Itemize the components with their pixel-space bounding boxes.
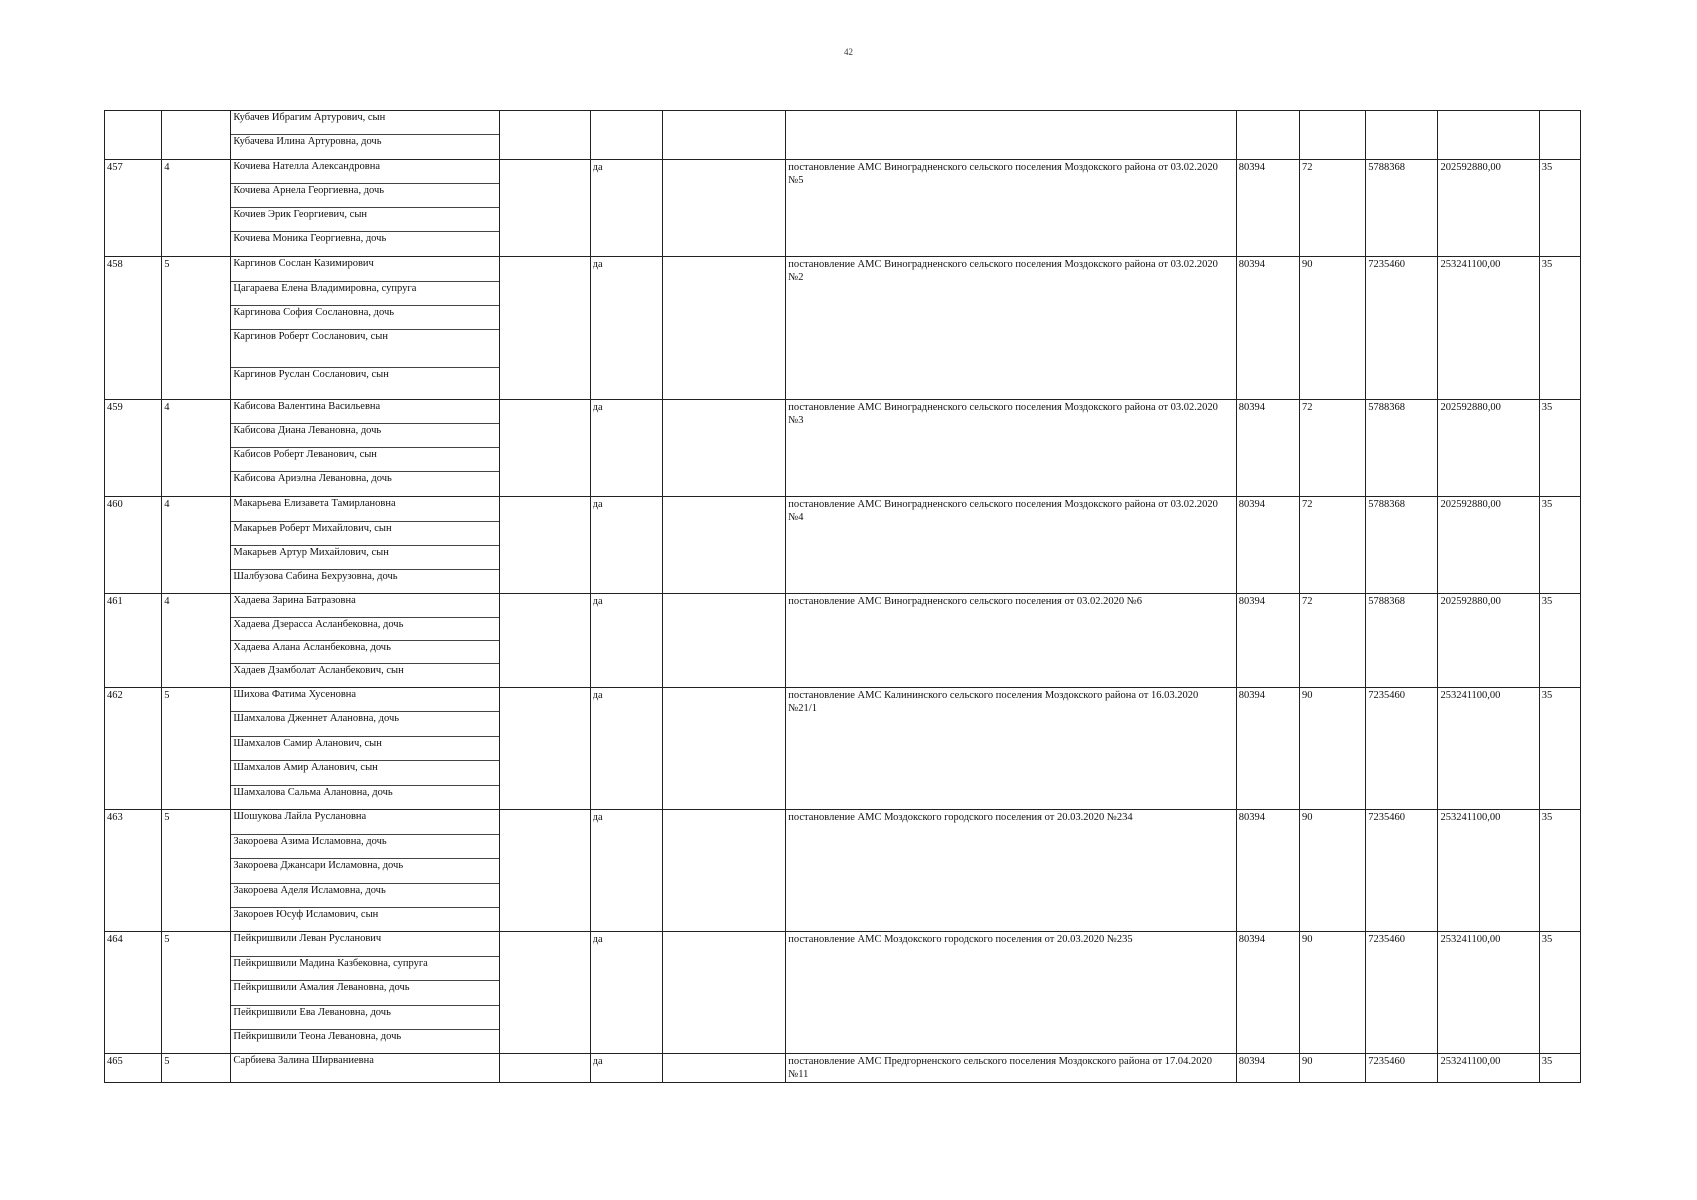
value-3-cell — [1366, 1054, 1438, 1083]
member-name-cell-text: Каргинов Руслан Сосланович, сын — [233, 369, 389, 380]
member-name-cell-text: Каргинова София Сослановна, дочь — [233, 307, 395, 318]
member-name-cell-text: Кочиев Эрик Георгиевич, сын — [233, 209, 368, 220]
amount-cell — [1438, 497, 1539, 594]
flag-cell — [590, 257, 662, 400]
member-count-cell-text: 5 — [164, 934, 170, 945]
document-cell — [786, 160, 1237, 257]
member-name-cell — [231, 546, 500, 570]
gap-cell — [500, 111, 590, 160]
member-name-cell-text: Каргинов Роберт Сосланович, сын — [233, 331, 388, 342]
flag-cell-text: да — [592, 690, 603, 701]
table-row — [105, 400, 1581, 424]
row-number-cell-text: 461 — [107, 596, 123, 607]
member-name-cell-text: Шамхалова Сальма Алановна, дочь — [233, 787, 393, 798]
member-count-cell-text: 5 — [164, 1056, 170, 1067]
table-row — [105, 497, 1581, 522]
member-name-cell — [231, 737, 500, 761]
value-3-cell — [1366, 932, 1438, 1054]
member-name-cell-text: Макарьев Роберт Михайлович, сын — [233, 523, 392, 534]
value-2-cell-text: 72 — [1301, 499, 1313, 510]
row-number-cell-text: 460 — [107, 499, 123, 510]
value-1-cell — [1236, 257, 1299, 400]
value-2-cell — [1299, 688, 1365, 810]
member-name-cell — [231, 306, 500, 330]
document-cell — [786, 932, 1237, 1054]
value-3-cell — [1366, 810, 1438, 932]
empty-cell — [662, 1054, 785, 1083]
empty-cell — [662, 111, 785, 160]
value-5-cell-text: 35 — [1541, 934, 1553, 945]
amount-cell — [1438, 257, 1539, 400]
value-2-cell-text: 90 — [1301, 1056, 1313, 1067]
member-name-cell — [231, 208, 500, 232]
value-5-cell-text: 35 — [1541, 1056, 1553, 1067]
row-number-cell-text: 464 — [107, 934, 123, 945]
flag-cell-text: да — [592, 402, 603, 413]
document-cell — [786, 594, 1237, 688]
value-1-cell — [1236, 111, 1299, 160]
empty-cell — [662, 810, 785, 932]
table-row — [105, 160, 1581, 184]
member-name-cell — [231, 884, 500, 908]
member-name-cell — [231, 957, 500, 981]
member-name-cell-text: Шихова Фатима Хусеновна — [233, 689, 357, 700]
value-2-cell — [1299, 111, 1365, 160]
amount-cell-text: 202592880,00 — [1440, 402, 1501, 413]
row-number-cell — [105, 1054, 162, 1083]
value-5-cell-text: 35 — [1541, 690, 1553, 701]
amount-cell — [1438, 400, 1539, 497]
amount-cell-text: 253241100,00 — [1440, 812, 1501, 823]
value-2-cell-text: 72 — [1301, 402, 1313, 413]
row-number-cell-text: 465 — [107, 1056, 123, 1067]
member-name-cell-text: Пейкришвили Мадина Казбековна, супруга — [233, 958, 428, 969]
value-3-cell-text: 5788368 — [1368, 162, 1405, 173]
document-cell-text: постановление АМС Предгорненского сельского поселения Моздокского района от 17.04.2020 №11 — [788, 1056, 1213, 1080]
member-name-cell — [231, 786, 500, 810]
member-name-cell-text: Кабисова Ариэлна Левановна, дочь — [233, 473, 392, 484]
gap-cell — [500, 594, 590, 688]
value-5-cell-text: 35 — [1541, 259, 1553, 270]
value-2-cell-text: 72 — [1301, 162, 1313, 173]
flag-cell — [590, 932, 662, 1054]
member-count-cell — [162, 160, 231, 257]
member-name-cell — [231, 257, 500, 282]
table-row — [105, 1054, 1581, 1083]
member-name-cell — [231, 932, 500, 957]
gap-cell — [500, 810, 590, 932]
member-name-cell-text: Пейкришвили Амалия Левановна, дочь — [233, 982, 410, 993]
value-1-cell — [1236, 810, 1299, 932]
member-name-cell — [231, 111, 500, 135]
gap-cell — [500, 1054, 590, 1083]
member-name-cell — [231, 497, 500, 522]
value-5-cell — [1539, 688, 1580, 810]
value-3-cell-text: 5788368 — [1368, 402, 1405, 413]
member-name-cell — [231, 981, 500, 1006]
document-cell-text: постановление АМС Виноградненского сельского поселения Моздокского района от 03.02.2020 №2 — [788, 259, 1218, 283]
member-name-cell-text: Закороева Аделя Исламовна, дочь — [233, 885, 386, 896]
member-name-cell — [231, 135, 500, 160]
gap-cell — [500, 932, 590, 1054]
document-cell — [786, 111, 1237, 160]
value-5-cell-text: 35 — [1541, 162, 1553, 173]
row-number-cell-text: 458 — [107, 259, 123, 270]
member-name-cell — [231, 424, 500, 448]
value-1-cell — [1236, 688, 1299, 810]
member-name-cell-text: Кочиева Арнела Георгиевна, дочь — [233, 185, 385, 196]
empty-cell — [662, 400, 785, 497]
member-count-cell-text: 4 — [164, 402, 170, 413]
member-name-cell — [231, 1054, 500, 1083]
member-name-cell-text: Шошукова Лайла Руслановна — [233, 811, 367, 822]
amount-cell — [1438, 1054, 1539, 1083]
member-name-cell-text: Шалбузова Сабина Бехрузовна, дочь — [233, 571, 398, 582]
value-1-cell-text: 80394 — [1238, 162, 1266, 173]
member-name-cell-text: Кабисова Диана Левановна, дочь — [233, 425, 382, 436]
gap-cell — [500, 257, 590, 400]
member-count-cell — [162, 257, 231, 400]
member-count-cell — [162, 810, 231, 932]
amount-cell-text: 253241100,00 — [1440, 1056, 1501, 1067]
member-name-cell-text: Пейкришвили Ева Левановна, дочь — [233, 1007, 391, 1018]
value-2-cell — [1299, 160, 1365, 257]
member-count-cell — [162, 688, 231, 810]
flag-cell — [590, 810, 662, 932]
value-1-cell — [1236, 594, 1299, 688]
row-number-cell — [105, 688, 162, 810]
value-3-cell-text: 7235460 — [1368, 690, 1405, 701]
value-3-cell-text: 7235460 — [1368, 812, 1405, 823]
amount-cell — [1438, 810, 1539, 932]
member-name-cell — [231, 1030, 500, 1054]
member-count-cell-text: 4 — [164, 499, 170, 510]
flag-cell — [590, 111, 662, 160]
amount-cell-text: 253241100,00 — [1440, 259, 1501, 270]
value-1-cell-text: 80394 — [1238, 812, 1266, 823]
member-name-cell-text: Макарьева Елизавета Тамирлановна — [233, 498, 396, 509]
value-2-cell — [1299, 497, 1365, 594]
member-name-cell-text: Хадаева Алана Асланбековна, дочь — [233, 642, 391, 653]
row-number-cell-text: 457 — [107, 162, 123, 173]
value-1-cell-text: 80394 — [1238, 402, 1266, 413]
member-count-cell-text: 5 — [164, 812, 170, 823]
document-cell — [786, 257, 1237, 400]
value-3-cell — [1366, 497, 1438, 594]
member-name-cell — [231, 448, 500, 472]
member-name-cell — [231, 570, 500, 594]
flag-cell — [590, 160, 662, 257]
value-1-cell-text: 80394 — [1238, 934, 1266, 945]
document-cell — [786, 688, 1237, 810]
amount-cell-text: 253241100,00 — [1440, 690, 1501, 701]
table-row — [105, 594, 1581, 618]
value-3-cell-text: 5788368 — [1368, 596, 1405, 607]
value-1-cell — [1236, 497, 1299, 594]
amount-cell — [1438, 594, 1539, 688]
empty-cell — [662, 688, 785, 810]
row-number-cell — [105, 111, 162, 160]
value-2-cell — [1299, 1054, 1365, 1083]
member-count-cell — [162, 497, 231, 594]
flag-cell-text: да — [592, 499, 603, 510]
value-1-cell-text: 80394 — [1238, 690, 1266, 701]
member-name-cell — [231, 184, 500, 208]
member-name-cell-text: Хадаева Зарина Батразовна — [233, 595, 356, 606]
table-row — [105, 932, 1581, 957]
document-cell-text: постановление АМС Виноградненского сельского поселения Моздокского района от 03.02.2020 №4 — [788, 499, 1218, 523]
value-2-cell — [1299, 594, 1365, 688]
value-1-cell — [1236, 932, 1299, 1054]
flag-cell-text: да — [592, 596, 603, 607]
document-cell-text: постановление АМС Моздокского городского поселения от 20.03.2020 №235 — [788, 934, 1133, 945]
member-name-cell-text: Кубачев Ибрагим Артурович, сын — [233, 112, 386, 123]
member-name-cell — [231, 835, 500, 859]
member-name-cell — [231, 160, 500, 184]
member-name-cell-text: Шамхалова Дженнет Алановна, дочь — [233, 713, 400, 724]
flag-cell-text: да — [592, 934, 603, 945]
member-count-cell — [162, 1054, 231, 1083]
flag-cell — [590, 497, 662, 594]
row-number-cell — [105, 932, 162, 1054]
member-name-cell-text: Шамхалов Самир Аланович, сын — [233, 738, 382, 749]
flag-cell — [590, 594, 662, 688]
document-cell — [786, 497, 1237, 594]
value-3-cell — [1366, 400, 1438, 497]
row-number-cell — [105, 160, 162, 257]
row-number-cell-text: 463 — [107, 812, 123, 823]
member-name-cell — [231, 641, 500, 664]
empty-cell — [662, 257, 785, 400]
member-name-cell — [231, 368, 500, 400]
value-2-cell-text: 90 — [1301, 812, 1313, 823]
value-1-cell — [1236, 1054, 1299, 1083]
flag-cell-text: да — [592, 812, 603, 823]
empty-cell — [662, 497, 785, 594]
member-count-cell — [162, 400, 231, 497]
value-2-cell — [1299, 810, 1365, 932]
amount-cell — [1438, 160, 1539, 257]
document-cell-text: постановление АМС Виноградненского сельского поселения Моздокского района от 03.02.2020 №3 — [788, 402, 1218, 426]
row-number-cell — [105, 257, 162, 400]
value-3-cell-text: 7235460 — [1368, 1056, 1405, 1067]
value-1-cell — [1236, 160, 1299, 257]
value-5-cell — [1539, 111, 1580, 160]
member-name-cell-text: Хадаев Дзамболат Асланбекович, сын — [233, 665, 404, 676]
member-name-cell-text: Кабисов Роберт Леванович, сын — [233, 449, 377, 460]
member-name-cell-text: Закороева Азима Исламовна, дочь — [233, 836, 387, 847]
value-2-cell-text: 72 — [1301, 596, 1313, 607]
document-cell-text: постановление АМС Калининского сельского поселения Моздокского района от 16.03.2020 №21/1 — [788, 690, 1199, 714]
row-number-cell-text: 459 — [107, 402, 123, 413]
value-5-cell — [1539, 932, 1580, 1054]
row-number-cell — [105, 497, 162, 594]
row-number-cell — [105, 810, 162, 932]
member-count-cell-text: 5 — [164, 690, 170, 701]
row-number-cell — [105, 594, 162, 688]
member-name-cell — [231, 664, 500, 688]
member-name-cell — [231, 1006, 500, 1030]
value-2-cell — [1299, 257, 1365, 400]
document-cell-text: постановление АМС Виноградненского сельского поселения Моздокского района от 03.02.2020 №5 — [788, 162, 1218, 186]
value-2-cell-text: 90 — [1301, 934, 1313, 945]
member-count-cell — [162, 594, 231, 688]
table-row — [105, 688, 1581, 712]
member-count-cell — [162, 932, 231, 1054]
amount-cell — [1438, 932, 1539, 1054]
document-cell-text: постановление АМС Моздокского городского поселения от 20.03.2020 №234 — [788, 812, 1133, 823]
value-3-cell — [1366, 160, 1438, 257]
member-count-cell-text: 5 — [164, 259, 170, 270]
empty-cell — [662, 932, 785, 1054]
value-5-cell-text: 35 — [1541, 812, 1553, 823]
value-5-cell — [1539, 160, 1580, 257]
empty-cell — [662, 160, 785, 257]
value-5-cell-text: 35 — [1541, 596, 1553, 607]
table-row — [105, 810, 1581, 835]
value-5-cell — [1539, 810, 1580, 932]
member-name-cell-text: Кубачева Илина Артуровна, дочь — [233, 136, 382, 147]
gap-cell — [500, 497, 590, 594]
row-number-cell-text: 462 — [107, 690, 123, 701]
member-count-cell-text: 4 — [164, 162, 170, 173]
member-name-cell-text: Цагараева Елена Владимировна, супруга — [233, 283, 417, 294]
document-cell — [786, 1054, 1237, 1083]
document-cell — [786, 400, 1237, 497]
member-name-cell — [231, 400, 500, 424]
value-5-cell-text: 35 — [1541, 499, 1553, 510]
member-name-cell-text: Пейкришвили Теона Левановна, дочь — [233, 1031, 402, 1042]
value-5-cell — [1539, 400, 1580, 497]
member-name-cell — [231, 472, 500, 497]
member-name-cell-text: Закороева Джансари Исламовна, дочь — [233, 860, 404, 871]
member-name-cell-text: Хадаева Дзерасса Асланбековна, дочь — [233, 619, 404, 630]
member-name-cell-text: Макарьев Артур Михайлович, сын — [233, 547, 389, 558]
amount-cell — [1438, 688, 1539, 810]
flag-cell-text: да — [592, 162, 603, 173]
member-count-cell — [162, 111, 231, 160]
gap-cell — [500, 688, 590, 810]
table-row — [105, 257, 1581, 282]
member-name-cell — [231, 282, 500, 306]
value-1-cell — [1236, 400, 1299, 497]
member-name-cell — [231, 522, 500, 546]
value-3-cell-text: 7235460 — [1368, 934, 1405, 945]
amount-cell — [1438, 111, 1539, 160]
member-name-cell — [231, 232, 500, 257]
value-2-cell — [1299, 932, 1365, 1054]
member-name-cell-text: Каргинов Сослан Казимирович — [233, 258, 374, 269]
member-name-cell — [231, 594, 500, 618]
flag-cell — [590, 1054, 662, 1083]
member-name-cell-text: Сарбиева Залина Ширваниевна — [233, 1055, 374, 1066]
flag-cell-text: да — [592, 1056, 603, 1067]
document-cell-text: постановление АМС Виноградненского сельского поселения от 03.02.2020 №6 — [788, 596, 1142, 607]
member-name-cell — [231, 859, 500, 884]
member-count-cell-text: 4 — [164, 596, 170, 607]
document-cell — [786, 810, 1237, 932]
value-3-cell — [1366, 594, 1438, 688]
value-1-cell-text: 80394 — [1238, 499, 1266, 510]
member-name-cell-text: Пейкришвили Леван Русланович — [233, 933, 382, 944]
value-1-cell-text: 80394 — [1238, 259, 1266, 270]
value-3-cell — [1366, 688, 1438, 810]
amount-cell-text: 202592880,00 — [1440, 596, 1501, 607]
value-5-cell — [1539, 257, 1580, 400]
value-5-cell — [1539, 497, 1580, 594]
member-name-cell — [231, 810, 500, 835]
member-name-cell-text: Шамхалов Амир Аланович, сын — [233, 762, 378, 773]
value-3-cell-text: 5788368 — [1368, 499, 1405, 510]
row-number-cell — [105, 400, 162, 497]
empty-cell — [662, 594, 785, 688]
value-3-cell — [1366, 257, 1438, 400]
member-name-cell — [231, 761, 500, 786]
value-2-cell — [1299, 400, 1365, 497]
amount-cell-text: 253241100,00 — [1440, 934, 1501, 945]
amount-cell-text: 202592880,00 — [1440, 162, 1501, 173]
gap-cell — [500, 400, 590, 497]
page-number: 42 — [844, 47, 853, 57]
value-1-cell-text: 80394 — [1238, 1056, 1266, 1067]
member-name-cell — [231, 908, 500, 932]
value-2-cell-text: 90 — [1301, 690, 1313, 701]
flag-cell — [590, 688, 662, 810]
amount-cell-text: 202592880,00 — [1440, 499, 1501, 510]
member-name-cell-text: Закороев Юсуф Исламович, сын — [233, 909, 379, 920]
member-name-cell — [231, 688, 500, 712]
member-name-cell-text: Кабисова Валентина Васильевна — [233, 401, 381, 412]
member-name-cell-text: Кочиева Моника Георгиевна, дочь — [233, 233, 387, 244]
value-5-cell-text: 35 — [1541, 402, 1553, 413]
value-5-cell — [1539, 1054, 1580, 1083]
member-name-cell — [231, 618, 500, 641]
value-2-cell-text: 90 — [1301, 259, 1313, 270]
registry-table — [104, 110, 1581, 1083]
gap-cell — [500, 160, 590, 257]
value-3-cell — [1366, 111, 1438, 160]
member-name-cell — [231, 712, 500, 737]
value-5-cell — [1539, 594, 1580, 688]
member-name-cell — [231, 330, 500, 368]
flag-cell-text: да — [592, 259, 603, 270]
value-3-cell-text: 7235460 — [1368, 259, 1405, 270]
value-1-cell-text: 80394 — [1238, 596, 1266, 607]
table-row — [105, 111, 1581, 135]
member-name-cell-text: Кочиева Нателла Александровна — [233, 161, 381, 172]
flag-cell — [590, 400, 662, 497]
